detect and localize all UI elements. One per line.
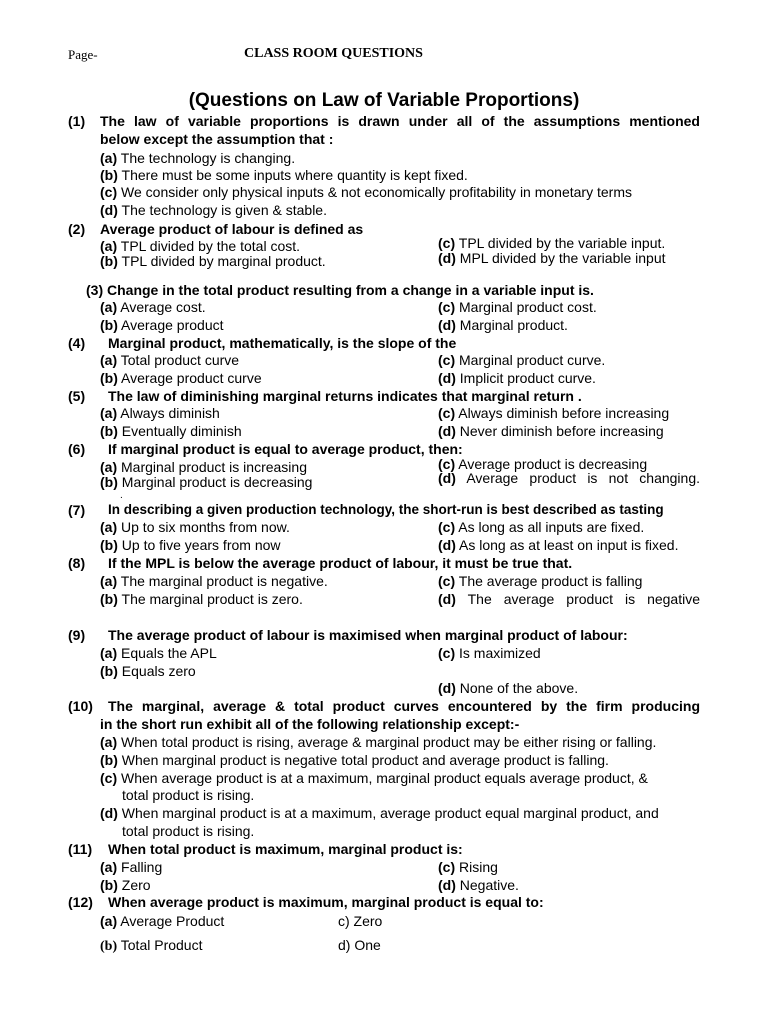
option-c [438, 859, 498, 875]
option-label: (c) [438, 519, 456, 535]
option-label: (d) [438, 877, 456, 893]
option-label: (a) [100, 238, 118, 254]
option-text: Always diminish [120, 405, 220, 421]
option-label: (a) [100, 519, 118, 535]
option-label: (b) [100, 317, 118, 333]
option-text: Negative. [459, 877, 519, 893]
option-label: (d) [438, 591, 456, 607]
option-text: When average product is at a maximum, marginal product equals average product, & [121, 770, 648, 786]
option-text: Marginal product curve. [459, 352, 606, 368]
option-text: The marginal product is negative. [120, 573, 328, 589]
option-d [438, 591, 700, 607]
option-d: d) One [338, 937, 381, 953]
option-a [100, 352, 239, 368]
option-a [100, 238, 300, 254]
question-number: (5) [68, 388, 86, 404]
option-b [100, 167, 468, 183]
option-label: (c) [438, 456, 456, 472]
option-text: Total product curve [120, 352, 240, 368]
option-label: (d) [438, 470, 456, 486]
option-a [100, 299, 206, 315]
option-d [438, 423, 664, 439]
option-a [100, 459, 307, 475]
option-d [100, 202, 327, 218]
option-text: The technology is changing. [120, 150, 296, 166]
question-text: When average product is maximum, marginal product is equal to: [108, 894, 544, 910]
option-text: When marginal product is negative total product and average product is falling. [121, 752, 609, 768]
option-text: When total product is rising, average & marginal product may be either rising or falling. [121, 734, 657, 750]
option-label: (d) [438, 317, 456, 333]
option-d [438, 250, 666, 266]
option-label: (b) [100, 591, 118, 607]
question-number: (12) [68, 894, 93, 910]
question-number: (4) [68, 335, 86, 351]
option-label: (a) [100, 459, 118, 475]
option-c [438, 405, 669, 421]
question-number: (1) [68, 113, 86, 129]
option-b [100, 877, 151, 893]
question-text: In describing a given production technology, the short-run is best described as tasting [108, 502, 664, 517]
option-label: (a) [100, 859, 118, 875]
option-a [100, 645, 217, 661]
option-a [100, 913, 224, 929]
option-label: (b) [100, 663, 118, 679]
page-label: Page- [68, 47, 98, 62]
option-text: Rising [459, 859, 498, 875]
option-text: Marginal product is increasing [121, 459, 307, 475]
option-text: Equals zero [121, 663, 196, 679]
option-label: (c) [100, 184, 118, 200]
option-label: (c) [438, 573, 456, 589]
option-text: Average Product [120, 913, 225, 929]
option-label: (d) [438, 680, 456, 696]
question-text: The marginal, average & total product curves encountered by the firm producing [108, 698, 700, 714]
option-b [100, 663, 196, 679]
option-label: (b) [100, 253, 118, 269]
option-label: (d) [438, 370, 456, 386]
option-c [438, 235, 665, 251]
option-d [438, 680, 578, 696]
option-label: (a) [100, 734, 118, 750]
option-label: (a) [100, 299, 118, 315]
option-label: (b) [100, 423, 118, 439]
option-text: Average product [121, 317, 224, 333]
option-d-cont: total product is rising. [122, 823, 255, 839]
header-title: CLASS ROOM QUESTIONS [244, 46, 423, 61]
option-a [100, 150, 295, 166]
question-text: The law of diminishing marginal returns indicates that marginal return . [108, 388, 582, 404]
option-c [438, 645, 541, 661]
option-text: Zero [121, 877, 151, 893]
option-c [438, 519, 644, 535]
option-c [438, 299, 597, 315]
question-number: (2) [68, 221, 86, 237]
question-text: The law of variable proportions is drawn under all of the assumptions mentioned [100, 113, 700, 129]
option-label: (a) [100, 573, 118, 589]
option-text: None of the above. [459, 680, 579, 696]
option-c-cont: total product is rising. [122, 787, 255, 803]
option-text: We consider only physical inputs & not economically profitability in monetary terms [121, 184, 632, 200]
option-text: TPL divided by marginal product. [121, 253, 326, 269]
option-text: As long as all inputs are fixed. [458, 519, 645, 535]
question-text: When total product is maximum, marginal product is: [108, 841, 463, 857]
option-text: Up to five years from now [121, 537, 281, 553]
question-text-cont: below except the assumption that : [100, 131, 334, 147]
option-b [100, 537, 281, 553]
option-text: Average product is decreasing [458, 456, 648, 472]
stray-mark: . [120, 490, 123, 501]
question-number: (11) [68, 841, 93, 857]
question-number: (7) [68, 502, 86, 518]
option-label: (a) [100, 405, 118, 421]
option-text: The average product is falling [458, 573, 643, 589]
option-text: Always diminish before increasing [458, 405, 670, 421]
option-a [100, 519, 290, 535]
question-number: (8) [68, 555, 86, 571]
option-text: Total Product [120, 937, 203, 953]
option-d [438, 470, 700, 486]
option-label: (a) [100, 913, 118, 929]
option-c [100, 184, 632, 200]
option-text: The average product is negative [467, 591, 701, 607]
option-c [100, 770, 648, 786]
question-text: Marginal product, mathematically, is the slope of the [108, 335, 457, 351]
option-label: (a) [100, 645, 118, 661]
option-text: The marginal product is zero. [121, 591, 303, 607]
option-text: Marginal product is decreasing [121, 474, 313, 490]
option-b [100, 370, 262, 386]
option-label: (b) [100, 939, 118, 954]
option-b [100, 253, 326, 269]
option-text: Marginal product. [459, 317, 568, 333]
option-text: Up to six months from now. [121, 519, 290, 535]
option-text: Average product curve [121, 370, 262, 386]
option-label: (c) [438, 299, 456, 315]
option-label: (c) [438, 235, 456, 251]
option-text: Never diminish before increasing [459, 423, 664, 439]
option-label: (b) [100, 537, 118, 553]
option-label: (b) [100, 474, 118, 490]
option-label: (d) [438, 537, 456, 553]
option-text: Marginal product cost. [459, 299, 597, 315]
question-number: (6) [68, 441, 86, 457]
option-label: (b) [100, 752, 118, 768]
question-text: The average product of labour is maximised when marginal product of labour: [108, 627, 628, 643]
option-label: (b) [100, 877, 118, 893]
option-d [100, 805, 659, 821]
option-b [100, 937, 202, 955]
option-label: (c) [438, 352, 456, 368]
question-number: (10) [68, 698, 93, 714]
option-a [100, 405, 220, 421]
option-label: (d) [100, 202, 118, 218]
option-text: MPL divided by the variable input [459, 250, 666, 266]
option-text: Equals the APL [121, 645, 217, 661]
option-text: As long as at least on input is fixed. [459, 537, 679, 553]
option-text: Implicit product curve. [459, 370, 596, 386]
question-text-cont: in the short run exhibit all of the following relationship except:- [100, 716, 520, 732]
option-text: When marginal product is at a maximum, average product equal marginal product, and [121, 805, 659, 821]
question-number: (9) [68, 627, 86, 643]
option-a [100, 859, 162, 875]
option-text: The technology is given & stable. [121, 202, 327, 218]
option-label: (c) [100, 770, 118, 786]
option-d [438, 877, 519, 893]
option-b [100, 591, 303, 607]
question-text: If the MPL is below the average product of labour, it must be true that. [108, 555, 573, 571]
question-text: If marginal product is equal to average product, then: [108, 441, 463, 457]
option-text: Eventually diminish [121, 423, 242, 439]
option-label: (c) [438, 405, 456, 421]
option-c [438, 573, 642, 589]
option-label: (c) [438, 859, 456, 875]
option-c [438, 352, 605, 368]
option-label: (b) [100, 167, 118, 183]
option-b [100, 423, 242, 439]
option-text: TPL divided by the variable input. [458, 235, 666, 251]
question-text: (3) Change in the total product resulting from a change in a variable input is. [86, 282, 594, 298]
option-text: Average product is not changing. [466, 470, 701, 486]
option-d [438, 537, 678, 553]
option-label: (b) [100, 370, 118, 386]
option-text: Falling [121, 859, 163, 875]
option-label: (c) [438, 645, 456, 661]
option-d [438, 317, 568, 333]
option-label: (d) [100, 805, 118, 821]
option-label: (d) [438, 250, 456, 266]
option-text: TPL divided by the total cost. [120, 238, 301, 254]
option-d [438, 370, 596, 386]
option-b [100, 752, 609, 768]
option-label: (a) [100, 352, 118, 368]
option-text: Average cost. [120, 299, 206, 315]
option-c: c) Zero [338, 913, 383, 929]
option-b [100, 317, 224, 333]
option-text: Is maximized [459, 645, 541, 661]
option-b [100, 474, 312, 490]
option-label: (d) [438, 423, 456, 439]
option-label: (a) [100, 150, 118, 166]
option-text: There must be some inputs where quantity is kept fixed. [121, 167, 468, 183]
question-text: Average product of labour is defined as [100, 221, 364, 237]
document-title: (Questions on Law of Variable Proportions) [188, 90, 580, 111]
option-a [100, 734, 656, 750]
option-a [100, 573, 328, 589]
